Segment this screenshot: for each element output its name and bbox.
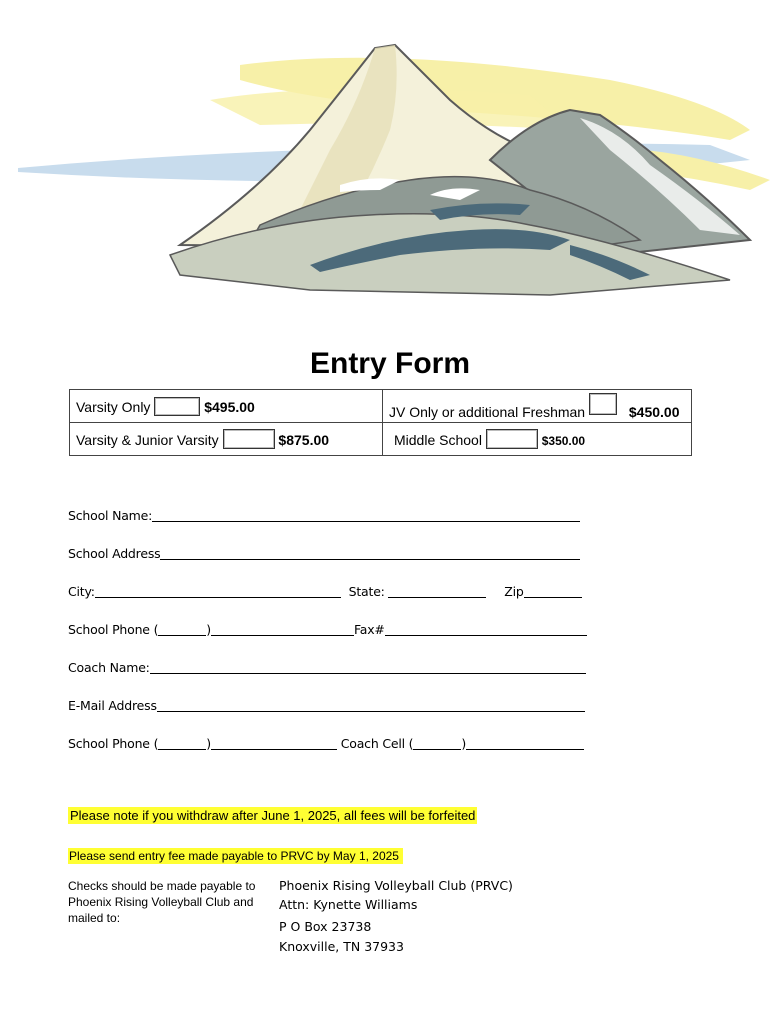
city-state-zip: Knoxville, TN 37933: [279, 939, 404, 954]
coach-name-row: [68, 660, 586, 675]
jv-only-label: JV Only or additional Freshman: [389, 403, 586, 420]
fax-label: Fax#: [353, 622, 385, 637]
po-box: P O Box 23738: [279, 919, 372, 934]
school-phone2-label: School Phone (: [68, 736, 159, 751]
email-row: [68, 698, 585, 713]
coach-cell-area-input[interactable]: [413, 736, 461, 750]
school-phone2-input[interactable]: [211, 736, 337, 750]
coach-name-label: Coach Name:: [68, 660, 150, 675]
attn-line: Attn: Kynette Williams: [279, 897, 418, 912]
city-label: City:: [68, 584, 95, 599]
school-name-row: [68, 508, 580, 523]
varsity-jv-label: Varsity & Junior Varsity: [76, 432, 219, 448]
school-phone-label: School Phone (: [68, 622, 159, 637]
city-input[interactable]: [95, 584, 341, 598]
school-address-row: [68, 546, 580, 561]
email-label: E-Mail Address: [68, 698, 157, 713]
coach-cell-input[interactable]: [466, 736, 584, 750]
zip-label: Zip: [504, 584, 524, 599]
school-phone-input[interactable]: [211, 622, 354, 636]
school-address-label: School Address: [68, 546, 161, 561]
city-state-zip-row: [68, 584, 582, 599]
email-input[interactable]: [157, 698, 585, 712]
withdraw-notice: Please note if you withdraw after June 1, 2025, all fees will be forfeited: [70, 808, 476, 823]
varsity-jv-checkbox[interactable]: [223, 429, 275, 449]
state-label: State:: [348, 584, 385, 599]
coach-name-input[interactable]: [150, 660, 586, 674]
jv-only-cell: [383, 390, 692, 423]
send-fee-notice: Please send entry fee made payable to PRVC by May 1, 2025: [68, 848, 403, 864]
middle-school-cell: [383, 423, 692, 456]
school-name-input[interactable]: [152, 508, 580, 522]
fee-table: [69, 389, 692, 456]
varsity-only-checkbox[interactable]: [154, 397, 200, 416]
varsity-jv-price: $875.00: [278, 432, 330, 448]
checks-note: Checks should be made payable to Phoenix Rising Volleyball Club and mailed to:: [68, 879, 256, 925]
middle-school-checkbox[interactable]: [486, 429, 538, 449]
jv-only-price: $450.00: [628, 403, 680, 420]
middle-school-label: Middle School: [394, 432, 482, 448]
school-name-label: School Name:: [68, 508, 153, 523]
zip-input[interactable]: [524, 584, 582, 598]
mountain-illustration: [10, 40, 770, 300]
school-phone-close: ): [206, 622, 211, 637]
school-phone-fax-row: [68, 622, 587, 637]
coach-cell-close: ): [461, 736, 467, 751]
form-title: Entry Form: [309, 347, 471, 380]
jv-only-checkbox[interactable]: [589, 393, 617, 415]
state-input[interactable]: [388, 584, 486, 598]
varsity-only-label: Varsity Only: [76, 398, 151, 415]
varsity-only-price: $495.00: [204, 398, 255, 415]
coach-cell-label: Coach Cell (: [340, 736, 414, 751]
varsity-only-cell: [70, 390, 383, 423]
payee-name: Phoenix Rising Volleyball Club (PRVC): [279, 878, 513, 893]
varsity-jv-cell: [70, 423, 383, 456]
middle-school-price: $350.00: [541, 434, 586, 448]
school-phone2-area-input[interactable]: [158, 736, 206, 750]
phone-coach-cell-row: [68, 736, 584, 751]
school-phone2-close: ): [206, 736, 211, 751]
school-address-input[interactable]: [160, 546, 580, 560]
fax-input[interactable]: [385, 622, 587, 636]
school-phone-area-input[interactable]: [158, 622, 206, 636]
